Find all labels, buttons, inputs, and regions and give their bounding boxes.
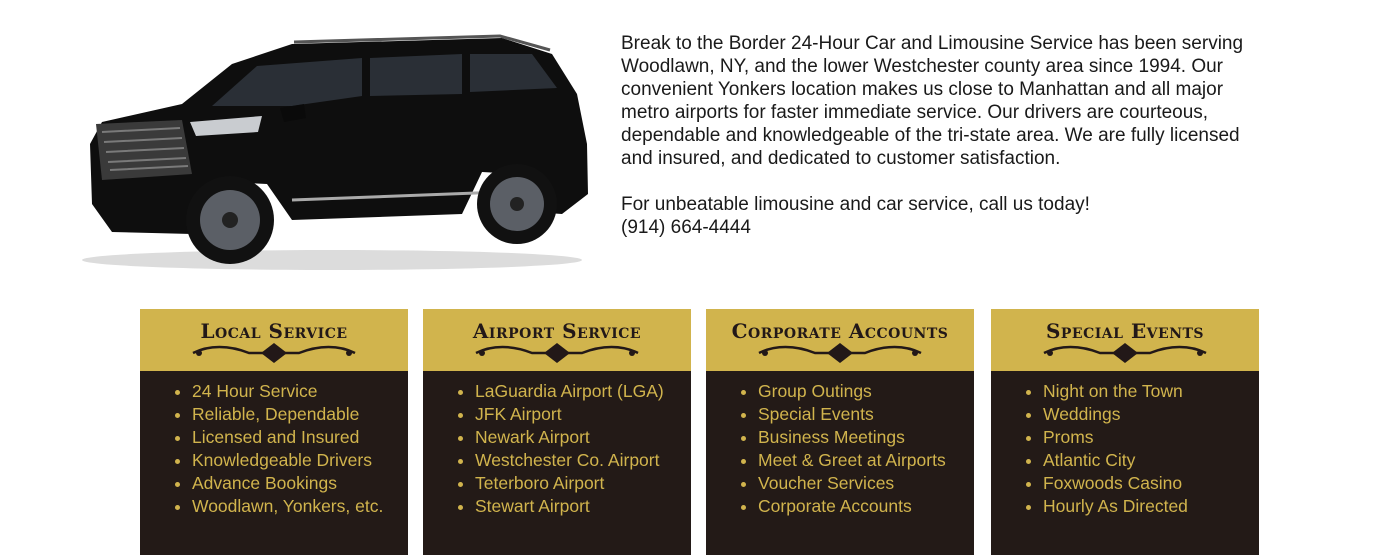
list-item: Corporate Accounts xyxy=(706,495,974,518)
card-body xyxy=(706,371,974,555)
list-item: Group Outings xyxy=(706,380,974,403)
card-title: Special Events xyxy=(1045,319,1205,343)
card-title: Airport Service xyxy=(472,319,642,343)
flourish-ornament xyxy=(755,341,925,365)
flourish-ornament xyxy=(189,341,359,365)
intro-text xyxy=(621,32,1261,239)
list-item: Foxwoods Casino xyxy=(991,472,1259,495)
list-item: Knowledgeable Drivers xyxy=(140,449,408,472)
card-airport-service xyxy=(423,309,691,555)
card-body xyxy=(991,371,1259,555)
card-header xyxy=(140,309,408,371)
intro-paragraph: Break to the Border 24-Hour Car and Limousine Service has been serving Woodlawn, NY, and the lower Westchester county area since 1994. Our convenient Yonkers location makes us close to Manhattan and all major metro airports for faster immediate service. Our drivers are courteous, dependable and knowledgeable of the tri-state area. We are fully licensed and insured, and dedicated to customer satisfaction. xyxy=(621,33,1244,169)
flourish-ornament xyxy=(472,341,642,365)
list-item: Teterboro Airport xyxy=(423,472,691,495)
list-item: Advance Bookings xyxy=(140,472,408,495)
list-item: Hourly As Directed xyxy=(991,495,1259,518)
list-item: Westchester Co. Airport xyxy=(423,449,691,472)
intro-cta: For unbeatable limousine and car service, call us today! xyxy=(621,194,1090,215)
card-list xyxy=(706,380,974,518)
list-item: Weddings xyxy=(991,403,1259,426)
list-item: Voucher Services xyxy=(706,472,974,495)
list-item: Woodlawn, Yonkers, etc. xyxy=(140,495,408,518)
list-item: Atlantic City xyxy=(991,449,1259,472)
card-corporate-accounts xyxy=(706,309,974,555)
flourish-ornament xyxy=(1040,341,1210,365)
list-item: Special Events xyxy=(706,403,974,426)
card-body xyxy=(140,371,408,555)
list-item: Night on the Town xyxy=(991,380,1259,403)
card-body xyxy=(423,371,691,555)
card-title: Local Service xyxy=(200,319,348,343)
list-item: 24 Hour Service xyxy=(140,380,408,403)
list-item: Licensed and Insured xyxy=(140,426,408,449)
card-header xyxy=(991,309,1259,371)
phone-number[interactable]: (914) 664-4444 xyxy=(621,217,751,238)
list-item: Reliable, Dependable xyxy=(140,403,408,426)
hero-suv-image xyxy=(62,24,598,274)
spacer xyxy=(621,170,1261,193)
list-item: Proms xyxy=(991,426,1259,449)
card-list xyxy=(140,380,408,518)
list-item: LaGuardia Airport (LGA) xyxy=(423,380,691,403)
card-special-events xyxy=(991,309,1259,555)
list-item: Newark Airport xyxy=(423,426,691,449)
card-title: Corporate Accounts xyxy=(731,319,949,343)
list-item: Business Meetings xyxy=(706,426,974,449)
list-item: Stewart Airport xyxy=(423,495,691,518)
card-list xyxy=(423,380,691,518)
card-header xyxy=(423,309,691,371)
list-item: Meet & Greet at Airports xyxy=(706,449,974,472)
service-cards xyxy=(140,309,1260,555)
card-header xyxy=(706,309,974,371)
card-list xyxy=(991,380,1259,518)
card-local-service xyxy=(140,309,408,555)
list-item: JFK Airport xyxy=(423,403,691,426)
suv-illustration xyxy=(62,24,598,274)
